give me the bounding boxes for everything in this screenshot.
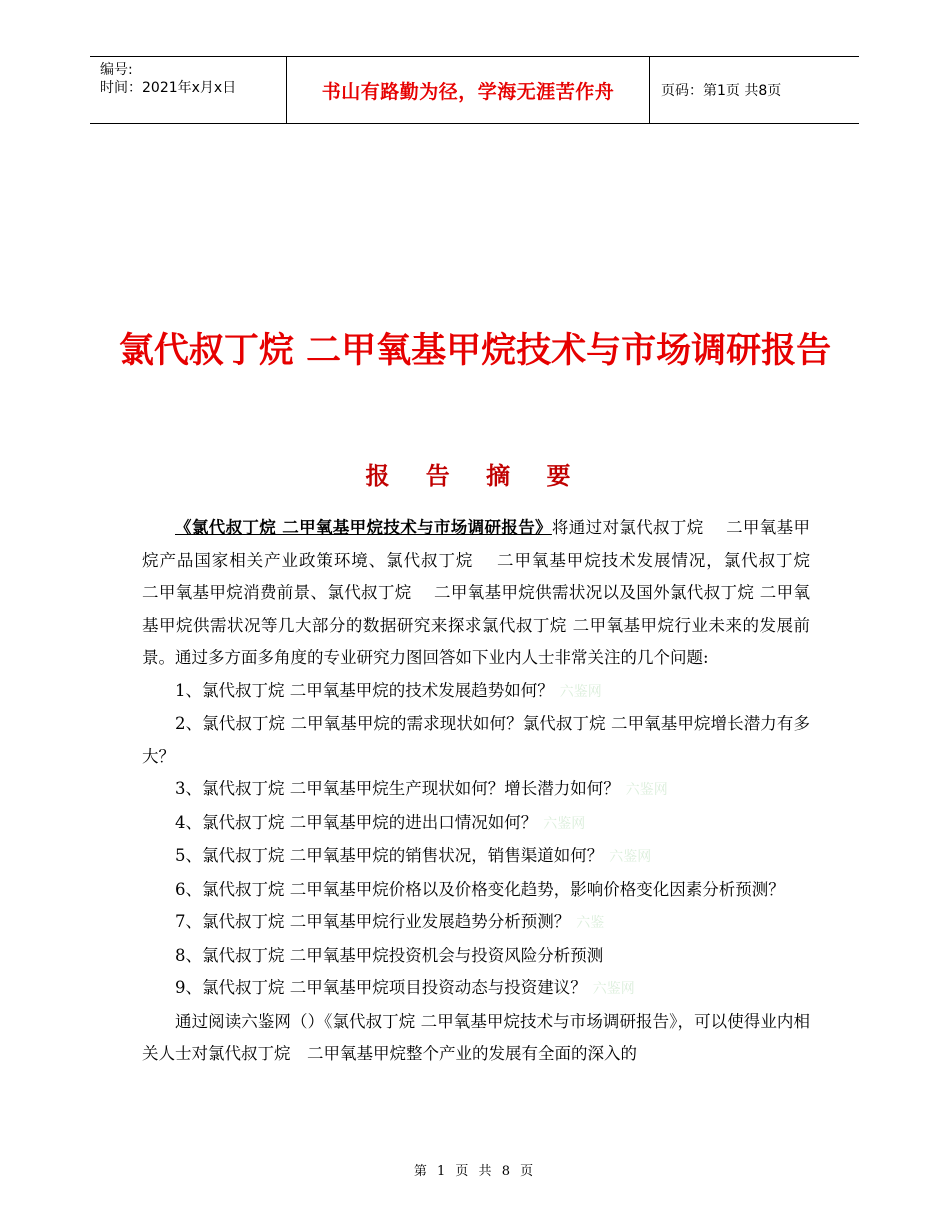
watermark-text: 六鉴网: [559, 683, 602, 700]
question-item: [142, 940, 810, 973]
question-text: 7、氯代叔丁烷 二甲氧基甲烷行业发展趋势分析预测？: [175, 912, 571, 931]
question-item: [142, 874, 810, 907]
header-meta: [100, 61, 236, 97]
question-text: 6、氯代叔丁烷 二甲氧基甲烷价格以及价格变化趋势，影响价格变化因素分析预测？: [175, 879, 785, 899]
question-item: [142, 807, 810, 841]
question-item: [142, 773, 810, 807]
header-table: [90, 56, 859, 124]
watermark-text: 六鉴网: [592, 981, 635, 997]
question-text: 1、氯代叔丁烷 二甲氧基甲烷的技术发展趋势如何？: [175, 680, 554, 700]
intro-paragraph: [142, 512, 832, 675]
number-label: 编号:: [100, 62, 133, 78]
question-item: [142, 708, 810, 773]
question-item: [142, 675, 810, 709]
document-body: [142, 512, 832, 1071]
document-title: 氯代叔丁烷 二甲氧基甲烷技术与市场调研报告: [118, 331, 832, 371]
time-label: 时间：2021年x月x日: [100, 80, 237, 96]
watermark-text: 六鉴: [576, 915, 605, 931]
question-text: 5、氯代叔丁烷 二甲氧基甲烷的销售状况，销售渠道如何？: [175, 846, 604, 865]
header-divider-right: [649, 57, 650, 123]
question-text: 2、氯代叔丁烷 二甲氧基甲烷的需求现状如何？氯代叔丁烷 二甲氧基甲烷增长潜力有多大？: [142, 714, 810, 766]
question-text: 4、氯代叔丁烷 二甲氧基甲烷的进出口情况如何？: [175, 812, 538, 832]
watermark-text: 六鉴网: [609, 849, 652, 865]
watermark-text: 六鉴网: [625, 782, 668, 798]
intro-text: 将通过对氯代叔丁烷 二甲氧基甲烷产品国家相关产业政策环境、氯代叔丁烷 二甲氧基甲烷技术发展情况，氯代叔丁烷 二甲氧基甲烷消费前景、氯代叔丁烷 二甲氧基甲烷供需状况以及国外氯代叔丁烷 二甲氧基甲烷供需状况等几大部分的数据研究来探求氯代叔丁烷 二甲氧基甲烷行业未来的发展前景。通过多方面多角度的专业研究力图回答如下业内人士非常关注的几个问题:: [142, 518, 832, 667]
watermark-text: 六鉴网: [543, 815, 586, 832]
question-item: [142, 840, 810, 874]
question-text: 3、氯代叔丁烷 二甲氧基甲烷生产现状如何？增长潜力如何？: [175, 779, 620, 798]
closing-paragraph: 通过阅读六鉴网（）《氯代叔丁烷 二甲氧基甲烷技术与市场调研报告》，可以使得业内相关人士对氯代叔丁烷 二甲氧基甲烷整个产业的发展有全面的深入的: [142, 1011, 810, 1063]
page-footer: 第 1 页 共 8 页: [413, 1164, 537, 1179]
question-text: 9、氯代叔丁烷 二甲氧基甲烷项目投资动态与投资建议？: [175, 978, 587, 997]
question-text: 8、氯代叔丁烷 二甲氧基甲烷投资机会与投资风险分析预测: [175, 945, 604, 965]
question-item: [142, 972, 810, 1006]
section-subtitle: 报 告 摘 要: [365, 461, 585, 490]
question-item: [142, 906, 810, 940]
question-list: [142, 675, 810, 1006]
header-page-info: 页码：第1页 共8页: [661, 83, 782, 99]
book-title: 《氯代叔丁烷 二甲氧基甲烷技术与市场调研报告》: [175, 518, 552, 537]
header-motto: 书山有路勤为径，学海无涯苦作舟: [321, 80, 615, 103]
